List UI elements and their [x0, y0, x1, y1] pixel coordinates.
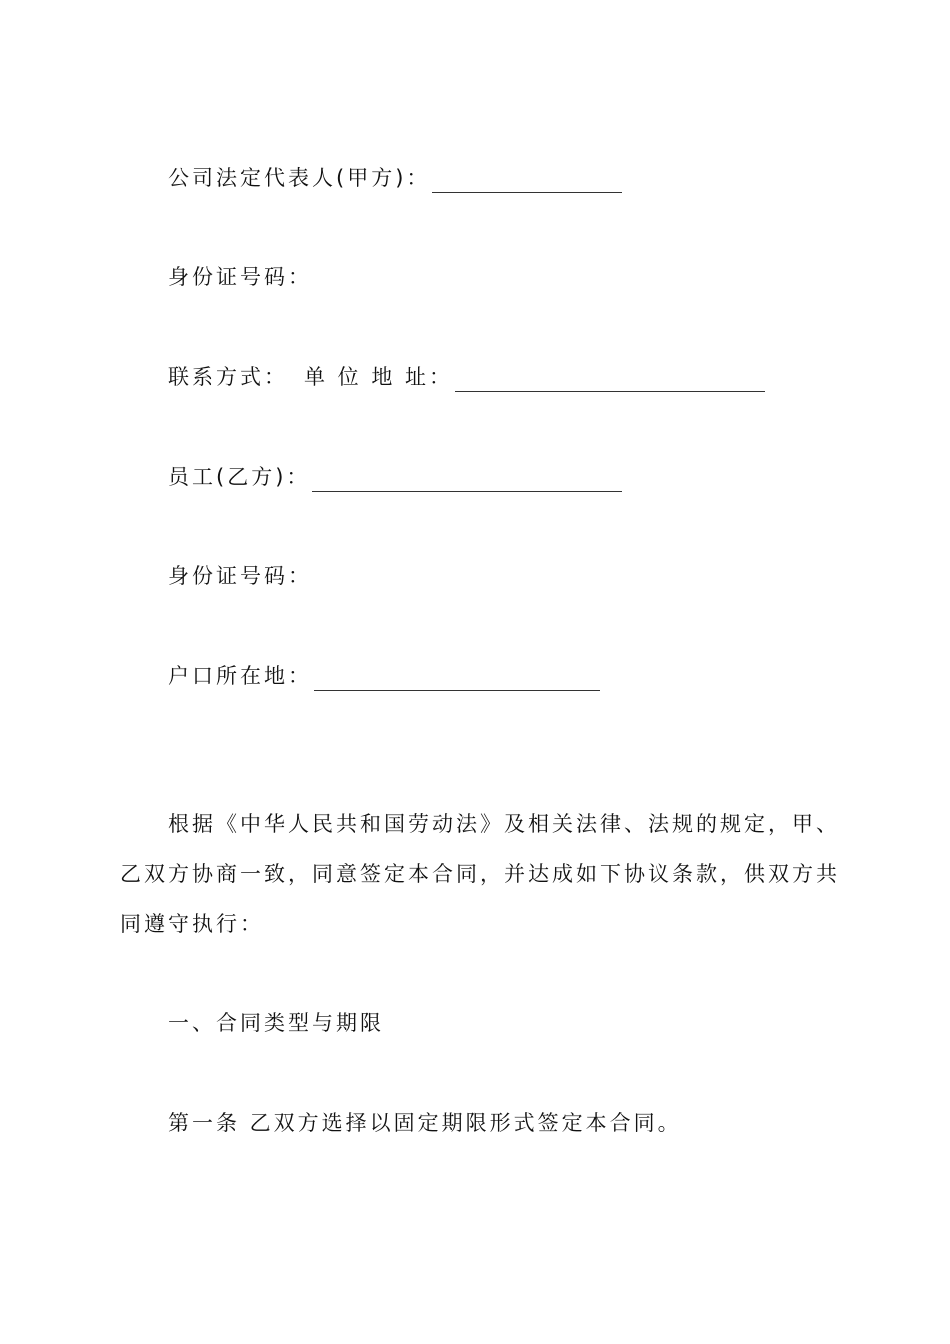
contact-label: 联系方式：: [168, 365, 288, 389]
party-b-id-label: 身份证号码：: [168, 564, 312, 588]
party-b-id-row: [168, 561, 312, 591]
party-b-label: 员工(乙方)：: [168, 465, 311, 489]
section-1-heading-text: 一、合同类型与期限: [168, 1011, 384, 1035]
hukou-blank[interactable]: [314, 668, 600, 691]
party-a-id-row: [168, 262, 312, 292]
section-1-heading: [168, 1008, 384, 1038]
article-1-text: 第一条 乙双方选择以固定期限形式签定本合同。: [168, 1111, 682, 1135]
hukou-label: 户口所在地：: [168, 664, 312, 688]
hukou-row: [168, 661, 600, 691]
address-blank[interactable]: [455, 369, 765, 392]
article-1: [168, 1108, 682, 1138]
party-a-label: 公司法定代表人(甲方)：: [168, 166, 431, 190]
party-a-blank[interactable]: [432, 170, 622, 193]
contact-row: [168, 362, 765, 392]
party-a-row: [168, 163, 622, 193]
party-b-row: [168, 462, 622, 492]
party-b-blank[interactable]: [312, 469, 622, 492]
address-label: 单 位 地 址：: [304, 365, 454, 389]
party-a-id-label: 身份证号码：: [168, 265, 312, 289]
intro-paragraph: 根据《中华人民共和国劳动法》及相关法律、法规的规定，甲、乙双方协商一致，同意签定本合同，并达成如下协议条款，供双方共同遵守执行：: [120, 812, 840, 936]
